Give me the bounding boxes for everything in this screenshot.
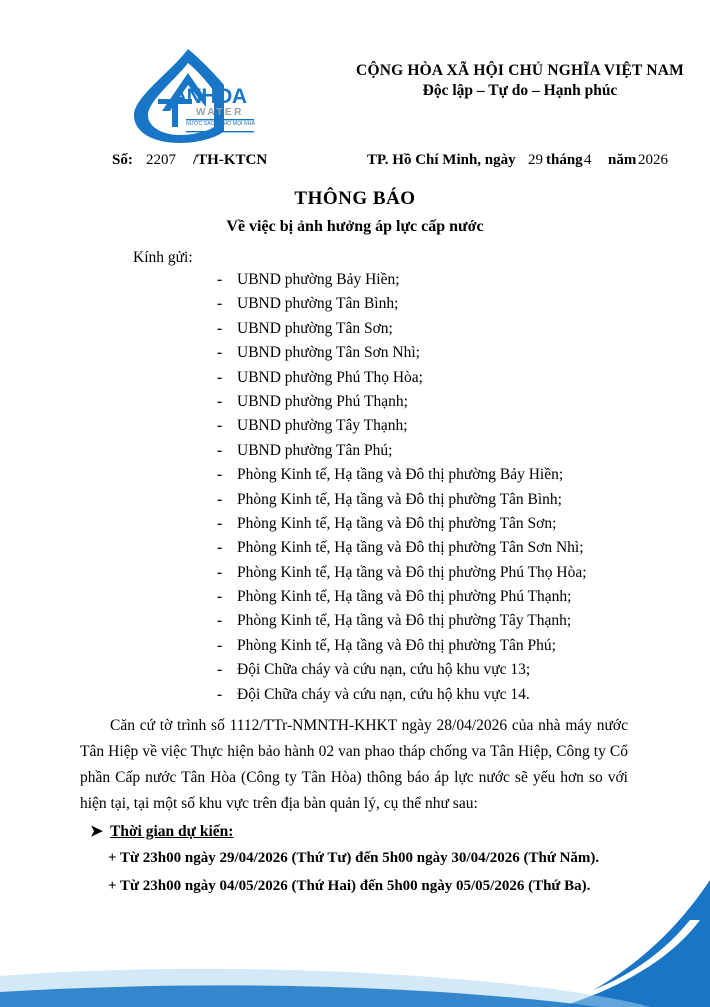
schedule-heading: [90, 822, 233, 841]
doc-number-value: 2207: [146, 152, 176, 168]
schedule-label: Thời gian dự kiến:: [110, 823, 234, 840]
doc-title: THÔNG BÁO: [294, 188, 416, 209]
list-item: - Phòng Kinh tế, Hạ tầng và Đô thị phường Tân Phú;: [217, 636, 556, 654]
recipient-text: UBND phường Phú Thọ Hòa;: [237, 368, 423, 386]
recipient-text: Phòng Kinh tế, Hạ tầng và Đô thị phường Tân Sơn;: [237, 514, 557, 532]
doc-place-label: TP. Hồ Chí Minh, ngày: [367, 152, 516, 168]
list-item: - Đội Chữa cháy và cứu nạn, cứu hộ khu vực 14.: [217, 685, 530, 703]
recipient-text: Phòng Kinh tế, Hạ tầng và Đô thị phường Phú Thọ Hòa;: [237, 563, 587, 581]
logo-slogan: NƯỚC SẠCH CHO MỌI NHÀ: [186, 121, 255, 127]
doc-number-label: Số:: [112, 152, 133, 168]
list-item: - Phòng Kinh tế, Hạ tầng và Đô thị phường Phú Thọ Hòa;: [217, 563, 587, 581]
list-item: - UBND phường Tân Sơn Nhì;: [217, 344, 420, 362]
schedule-item: + Từ 23h00 ngày 29/04/2026 (Thứ Tư) đến 5h00 ngày 30/04/2026 (Thứ Năm).: [108, 850, 600, 866]
list-item: - UBND phường Tây Thạnh;: [217, 417, 408, 435]
doc-day: 29: [528, 152, 543, 168]
list-item: - Đội Chữa cháy và cứu nạn, cứu hộ khu vực 13;: [217, 661, 531, 679]
list-item: - UBND phường Phú Thạnh;: [217, 392, 408, 410]
recipient-text: Phòng Kinh tế, Hạ tầng và Đô thị phường Tây Thạnh;: [237, 612, 572, 630]
motto-heading: Độc lập – Tự do – Hạnh phúc: [422, 82, 618, 99]
nation-heading: CỘNG HÒA XÃ HỘI CHỦ NGHĨA VIỆT NAM: [356, 62, 684, 79]
list-item: - UBND phường Tân Sơn;: [217, 319, 393, 337]
list-item: - Phòng Kinh tế, Hạ tầng và Đô thị phường Tân Bình;: [217, 490, 562, 508]
doc-code: /TH-KTCN: [193, 152, 268, 168]
list-item: - UBND phường Bảy Hiền;: [217, 271, 400, 288]
recipient-text: UBND phường Tây Thạnh;: [237, 417, 408, 435]
recipient-text: Đội Chữa cháy và cứu nạn, cứu hộ khu vực 14.: [237, 685, 530, 703]
recipient-text: UBND phường Tân Phú;: [237, 441, 393, 459]
schedule-item: + Từ 23h00 ngày 04/05/2026 (Thứ Hai) đến 5h00 ngày 05/05/2026 (Thứ Ba).: [108, 878, 591, 894]
recipient-text: Phòng Kinh tế, Hạ tầng và Đô thị phường Tân Bình;: [237, 490, 562, 508]
body-paragraph: Căn cứ tờ trình số 1112/TTr-NMNTH-KHKT ngày 28/04/2026 của nhà máy nước Tân Hiệp về việc Thực hiện bảo hành 02 van phao tháp chống va Tân Hiệp, Công ty Cổ phần Cấp nước Tân Hòa (Công ty Tân Hòa) thông báo áp lực nước sẽ yếu hơn so với hiện tại, tại một số khu vực trên địa bàn quản lý, cụ thể như sau:: [80, 717, 628, 812]
doc-month: 4: [584, 152, 592, 168]
recipient-text: UBND phường Tân Bình;: [237, 295, 399, 313]
list-item: - UBND phường Tân Bình;: [217, 295, 399, 313]
doc-year: 2026: [638, 152, 668, 168]
recipient-text: UBND phường Tân Sơn;: [237, 319, 393, 337]
doc-month-label: tháng: [546, 152, 583, 168]
logo-water-text: WATER: [196, 107, 244, 118]
recipient-text: UBND phường Phú Thạnh;: [237, 392, 408, 410]
decorative-corner-graphic: [0, 880, 710, 1007]
list-item: - Phòng Kinh tế, Hạ tầng và Đô thị phường Tân Sơn Nhì;: [217, 539, 584, 557]
recipient-text: UBND phường Bảy Hiền;: [237, 271, 400, 288]
recipient-text: Phòng Kinh tế, Hạ tầng và Đô thị phường Bảy Hiền;: [237, 466, 564, 484]
arrow-bullet-icon: ➤: [90, 823, 103, 840]
company-logo: [128, 45, 256, 145]
doc-subtitle: Về việc bị ảnh hưởng áp lực cấp nước: [226, 218, 484, 235]
logo-brand-text: ANHOA: [172, 85, 247, 108]
list-item: - Phòng Kinh tế, Hạ tầng và Đô thị phường Bảy Hiền;: [217, 466, 564, 484]
doc-year-label: năm: [608, 152, 637, 168]
list-item: - UBND phường Tân Phú;: [217, 441, 393, 459]
recipient-list: [217, 268, 697, 707]
recipient-text: Phòng Kinh tế, Hạ tầng và Đô thị phường Phú Thạnh;: [237, 588, 572, 606]
greeting: Kính gửi:: [133, 249, 193, 266]
list-item: - Phòng Kinh tế, Hạ tầng và Đô thị phường Phú Thạnh;: [217, 588, 572, 606]
recipient-text: Phòng Kinh tế, Hạ tầng và Đô thị phường Tân Sơn Nhì;: [237, 539, 584, 557]
list-item: - Phòng Kinh tế, Hạ tầng và Đô thị phường Tây Thạnh;: [217, 612, 572, 630]
recipient-text: UBND phường Tân Sơn Nhì;: [237, 344, 420, 362]
recipient-text: Phòng Kinh tế, Hạ tầng và Đô thị phường Tân Phú;: [237, 636, 556, 654]
recipient-text: Đội Chữa cháy và cứu nạn, cứu hộ khu vực 13;: [237, 661, 531, 679]
list-item: - Phòng Kinh tế, Hạ tầng và Đô thị phường Tân Sơn;: [217, 514, 557, 532]
list-item: - UBND phường Phú Thọ Hòa;: [217, 368, 423, 386]
